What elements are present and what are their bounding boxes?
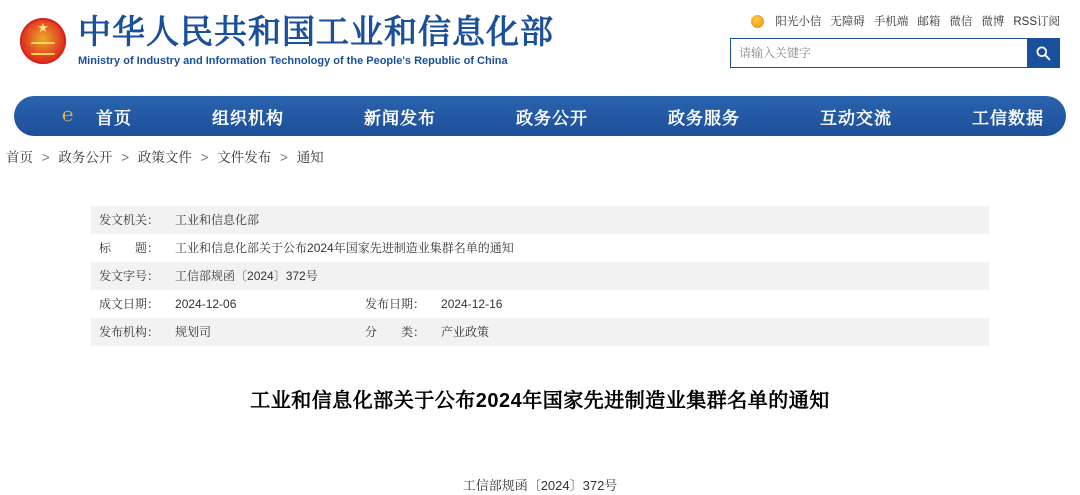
breadcrumb-item-4[interactable]: 通知 xyxy=(296,150,324,165)
main-nav-wrap xyxy=(0,96,1080,136)
meta-value-publisher: 规划司 xyxy=(167,318,357,346)
nav-item-government-affairs[interactable]: 政务公开 xyxy=(516,108,588,128)
page-title: 工业和信息化部关于公布2024年国家先进制造业集群名单的通知 xyxy=(250,390,830,412)
meta-value-publish-date: 2024-12-16 xyxy=(433,290,989,318)
breadcrumb-item-0[interactable]: 首页 xyxy=(6,150,33,165)
search-input[interactable] xyxy=(731,39,1027,67)
site-header xyxy=(0,0,1080,96)
national-emblem-icon xyxy=(20,18,66,64)
breadcrumb-separator: > xyxy=(41,150,50,165)
sun-icon xyxy=(751,15,764,28)
table-row xyxy=(91,262,989,290)
nav-item-home[interactable]: 首页 xyxy=(96,108,132,128)
site-title-cn: 中华人民共和国工业和信息化部 xyxy=(78,15,554,51)
search-bar xyxy=(730,38,1060,68)
table-row xyxy=(91,234,989,262)
meta-label-issuing-agency: 发文机关： xyxy=(91,206,167,234)
nav-item-data[interactable]: 工信数据 xyxy=(972,108,1044,128)
top-link-accessibility[interactable]: 无障碍 xyxy=(830,16,865,28)
header-utility-area xyxy=(730,12,1060,68)
nav-item-interaction[interactable]: 互动交流 xyxy=(820,108,892,128)
article-doc-number: 工信部规函〔2024〕372号 xyxy=(462,478,618,493)
miit-logo-icon: ℮ xyxy=(62,105,74,126)
breadcrumb-item-2[interactable]: 政策文件 xyxy=(137,150,192,165)
top-links xyxy=(730,12,1060,30)
main-nav xyxy=(14,96,1066,136)
meta-value-category: 产业政策 xyxy=(433,318,989,346)
meta-label-doc-number: 发文字号： xyxy=(91,262,167,290)
meta-value-issuing-agency: 工业和信息化部 xyxy=(167,206,989,234)
breadcrumb-separator: > xyxy=(280,150,288,165)
breadcrumb-item-3[interactable]: 文件发布 xyxy=(217,150,272,165)
top-link-weibo[interactable]: 微博 xyxy=(981,16,1005,28)
meta-label-publish-date: 发布日期： xyxy=(357,290,433,318)
meta-value-doc-number: 工信部规函〔2024〕372号 xyxy=(167,262,989,290)
top-link-rss[interactable]: RSS订阅 xyxy=(1013,16,1060,28)
nav-item-organization[interactable]: 组织机构 xyxy=(212,108,284,128)
search-button[interactable] xyxy=(1027,39,1059,67)
document-meta-table xyxy=(91,206,989,346)
nav-items xyxy=(96,104,1066,129)
site-logo[interactable] xyxy=(20,14,554,67)
search-icon xyxy=(1035,45,1051,61)
table-row xyxy=(91,206,989,234)
table-row xyxy=(91,290,989,318)
breadcrumb xyxy=(0,136,1080,166)
nav-item-news[interactable]: 新闻发布 xyxy=(364,108,436,128)
breadcrumb-separator: > xyxy=(121,150,130,165)
meta-label-title: 标 题： xyxy=(91,234,167,262)
site-titles xyxy=(78,14,554,67)
top-link-wechat[interactable]: 微信 xyxy=(949,16,973,28)
site-title-en: Ministry of Industry and Information Technology of the People's Republic of China xyxy=(78,55,508,67)
meta-value-title: 工业和信息化部关于公布2024年国家先进制造业集群名单的通知 xyxy=(167,234,989,262)
meta-label-category: 分 类： xyxy=(357,318,433,346)
meta-value-written-date: 2024-12-06 xyxy=(167,290,357,318)
table-row xyxy=(91,318,989,346)
top-link-mobile[interactable]: 手机端 xyxy=(873,16,909,28)
top-link-mail[interactable]: 邮箱 xyxy=(917,16,941,28)
top-link-sunshine[interactable]: 阳光小信 xyxy=(775,16,822,28)
meta-label-publisher: 发布机构： xyxy=(91,318,167,346)
breadcrumb-separator: > xyxy=(200,150,209,165)
meta-label-written-date: 成文日期： xyxy=(91,290,167,318)
breadcrumb-item-1[interactable]: 政务公开 xyxy=(58,150,113,165)
nav-item-services[interactable]: 政务服务 xyxy=(668,108,740,128)
